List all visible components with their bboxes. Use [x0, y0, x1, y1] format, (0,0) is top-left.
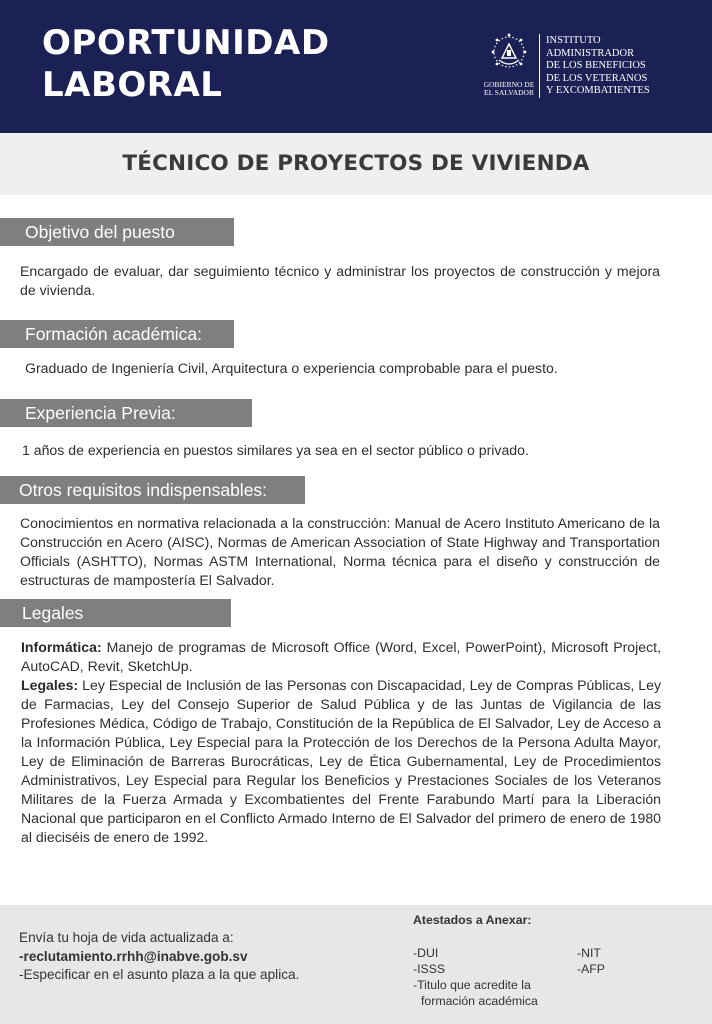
- section-heading-otros: Otros requisitos indispensables:: [0, 476, 305, 504]
- legales-label: Legales:: [21, 677, 79, 693]
- section-heading-formacion: Formación académica:: [0, 320, 234, 348]
- header-banner: [0, 0, 712, 133]
- apply-line-1: Envía tu hoja de vida actualizada a:: [19, 930, 234, 945]
- legales-text: Ley Especial de Inclusión de las Personas con Discapacidad, Ley de Compras Públicas, Ley de Farmacias, Ley del Consejo Superior de Salud Pública y de las Juntas de Vigilancia de las Profesiones Médica, Código de Trabajo, Constitución de la República de El Salvador, Ley de Acceso a la Información Pública, Ley Especial para la Protección de los Derechos de la Persona Adulta Mayor, Ley de Eliminación de Barreras Burocráticas, Ley de Ética Gubernamental, Ley de Procedimientos Administrativos, Ley Especial para Regular los Beneficios y Prestaciones Sociales de los Veteranos Militares de la Fuerza Armada y Excombatientes del Frente Farabundo Martí para la Liberación Nacional que participaron en el Conflicto Armado Interno de El Salvador del primero de enero de 1980 al dieciséis de enero de 1992.: [21, 677, 661, 845]
- title-line-2: LABORAL: [42, 65, 223, 105]
- apply-email-link[interactable]: -reclutamiento.rrhh@inabve.gob.sv: [19, 948, 248, 964]
- attachment-item: -DUI: [413, 946, 439, 960]
- informatica-label: Informática:: [21, 639, 102, 655]
- section-text-otros: Conocimientos en normativa relacionada a la construcción: Manual de Acero Instituto Americano de la Construcción en Acero (AISC), Normas de American Association of State Highway and Transportation Officials (ASHTTO), Normas ASTM International, Norma técnica para el diseño y construcción de estructuras de mampostería El Salvador.: [20, 515, 660, 588]
- page-title: [42, 22, 330, 106]
- job-title-band: [0, 133, 712, 195]
- attachment-item-continued: formación académica: [421, 994, 538, 1008]
- apply-instructions: [19, 929, 299, 985]
- attachment-item: -NIT: [577, 946, 601, 960]
- legales-paragraph: [21, 676, 661, 847]
- section-text-experiencia: 1 años de experiencia en puestos similares ya sea en el sector público o privado.: [22, 442, 529, 458]
- attachment-item: -ISSS: [413, 962, 446, 976]
- informatica-paragraph: [21, 638, 661, 676]
- apply-line-3: -Especificar en el asunto plaza a la que aplica.: [19, 967, 300, 982]
- footer: [0, 905, 712, 1024]
- section-heading-legales: Legales: [0, 599, 231, 627]
- job-title: TÉCNICO DE PROYECTOS DE VIVIENDA: [122, 151, 590, 176]
- institute-name: INSTITUTO ADMINISTRADOR DE LOS BENEFICIOS DE LOS VETERANOS Y EXCOMBATIENTES: [546, 35, 650, 97]
- informatica-text: Manejo de programas de Microsoft Office (Word, Excel, PowerPoint), Microsoft Project, AutoCAD, Revit, SketchUp.: [21, 639, 661, 674]
- section-heading-experiencia: Experiencia Previa:: [0, 399, 252, 427]
- title-line-1: OPORTUNIDAD: [42, 23, 330, 63]
- logo-caption: GOBIERNO DE EL SALVADOR: [483, 80, 535, 97]
- attachment-item: -AFP: [577, 962, 606, 976]
- attachments-list-2: [577, 945, 605, 977]
- section-text-objetivo: Encargado de evaluar, dar seguimiento técnico y administrar los proyectos de construcción y mejora de vivienda.: [20, 263, 660, 298]
- attachment-item: -Titulo que acredite la: [413, 978, 531, 992]
- section-heading-objetivo: Objetivo del puesto: [0, 218, 234, 246]
- section-text-formacion: Graduado de Ingeniería Civil, Arquitectura o experiencia comprobable para el puesto.: [25, 360, 558, 376]
- logo-divider: [539, 34, 540, 98]
- attachments-title: Atestados a Anexar:: [413, 913, 532, 927]
- section-text-legales: [21, 638, 661, 847]
- attachments-list-1: [413, 945, 538, 1009]
